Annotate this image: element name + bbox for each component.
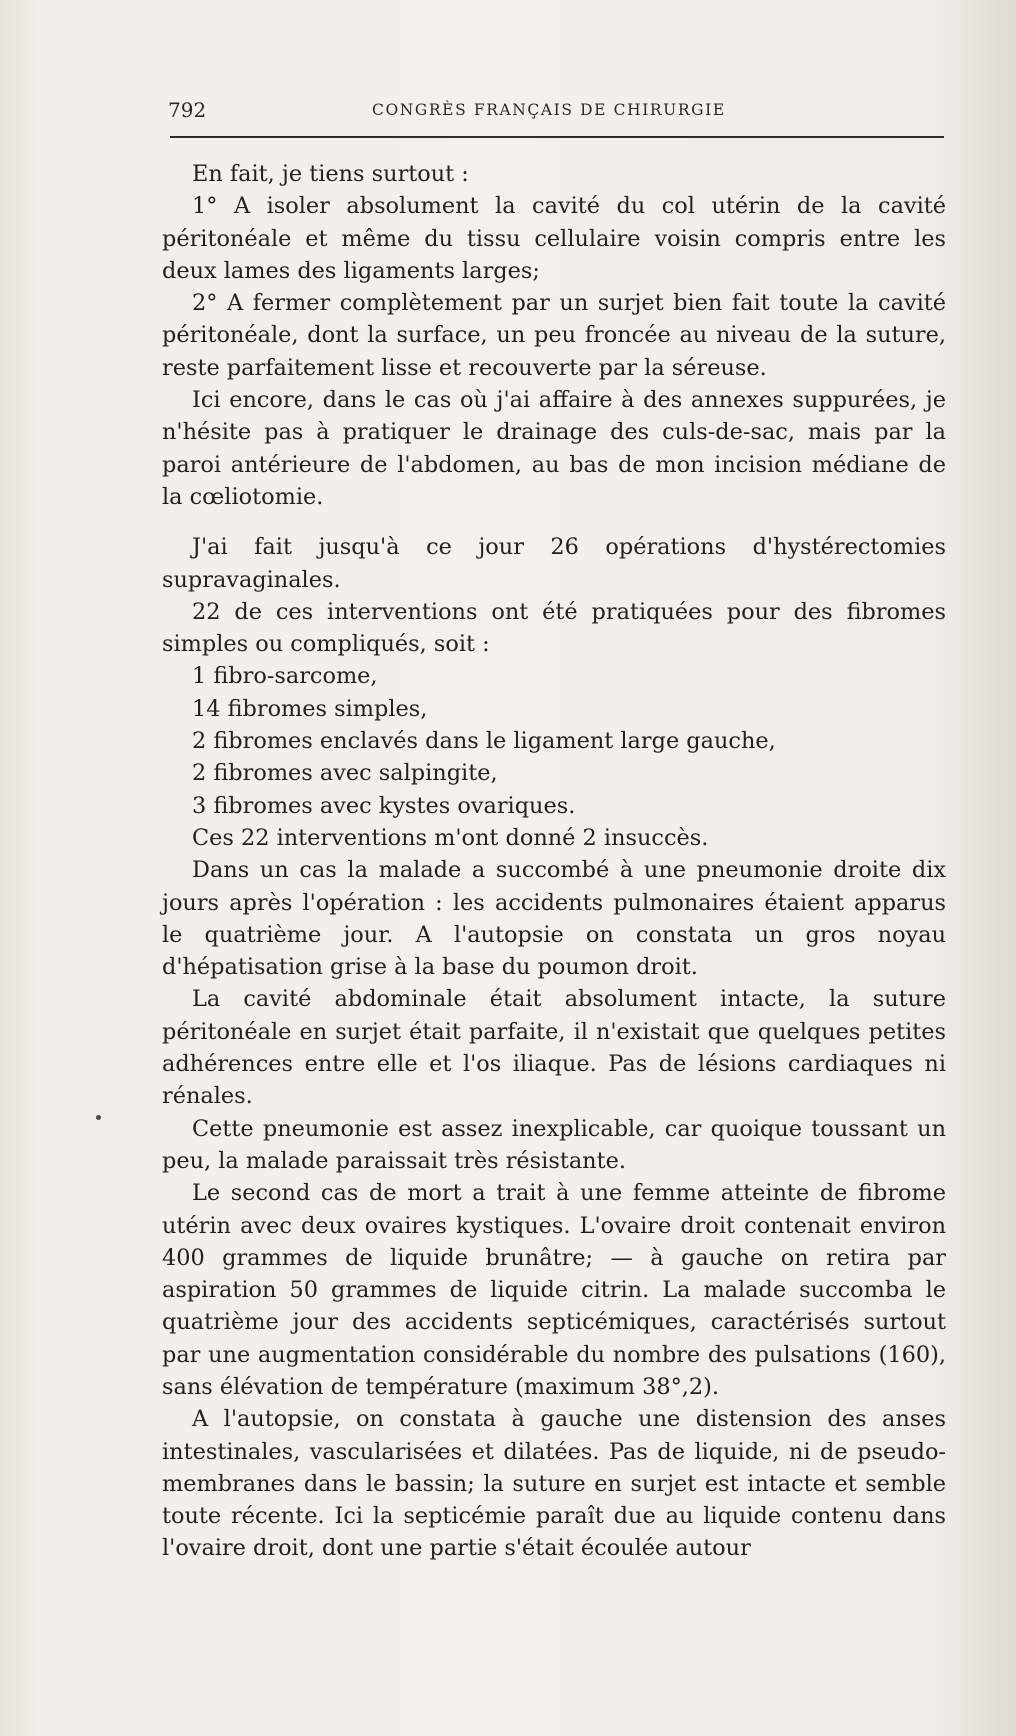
list-item: 3 fibromes avec kystes ovariques.	[192, 792, 576, 819]
paragraph: Dans un cas la malade a succombé à une pneumonie droite dix jours après l'opération : les accidents pulmonaires étaient apparus le quatrième jour. A l'autopsie on constata un gros noyau d'hépatisation grise à la base du poumon droit.	[162, 857, 946, 981]
list-item: 1 fibro-sarcome,	[192, 663, 378, 690]
paragraph: J'ai fait jusqu'à ce jour 26 opérations d'hystérectomies supravaginales.	[162, 534, 946, 593]
list-item: 14 fibromes simples,	[192, 695, 428, 722]
running-title: CONGRÈS FRANÇAIS DE CHIRURGIE	[372, 101, 726, 119]
paragraph: A l'autopsie, on constata à gauche une distension des anses intestinales, vascularisées et dilatées. Pas de liquide, ni de pseudo-membranes dans le bassin; la suture en surjet est intacte et semble toute récente. Ici la septicémie paraît due au liquide contenu dans l'ovaire droit, dont une partie s'était écoulée autour	[162, 1406, 946, 1562]
ink-speck	[96, 1115, 101, 1120]
running-head	[168, 98, 943, 128]
paragraph: En fait, je tiens surtout :	[192, 161, 469, 187]
page-number: 792	[168, 98, 207, 122]
paragraph: Cette pneumonie est assez inexplicable, car quoique toussant un peu, la malade paraissait très résistante.	[162, 1115, 946, 1174]
paragraph: 1° A isoler absolument la cavité du col utérin de la cavité péritonéale et même du tissu cellulaire voisin compris entre les deux lames des ligaments larges;	[162, 193, 946, 284]
header-rule	[170, 136, 944, 138]
paragraph: La cavité abdominale était absolument intacte, la suture péritonéale en surjet était parfaite, il n'existait que quelques petites adhérences entre elle et l'os iliaque. Pas de lésions cardiaques ni rénales.	[162, 986, 946, 1110]
paragraph: 2° A fermer complètement par un surjet bien fait toute la cavité péritonéale, dont la surface, un peu froncée au niveau de la suture, reste parfaitement lisse et recouverte par la séreuse.	[162, 290, 946, 381]
paragraph: Ici encore, dans le cas où j'ai affaire à des annexes suppurées, je n'hésite pas à pratiquer le drainage des culs-de-sac, mais par la paroi antérieure de l'abdomen, au bas de mon incision médiane de la cœliotomie.	[162, 387, 946, 510]
paragraph: Ces 22 interventions m'ont donné 2 insuccès.	[192, 824, 709, 851]
list-item: 2 fibromes avec salpingite,	[192, 760, 498, 787]
list-item: 2 fibromes enclavés dans le ligament large gauche,	[192, 728, 776, 755]
body-text	[162, 158, 946, 1565]
paragraph: 22 de ces interventions ont été pratiquées pour des fibromes simples ou compliqués, soit :	[162, 598, 946, 658]
paragraph: Le second cas de mort a trait à une femme atteinte de fibrome utérin avec deux ovaires kystiques. L'ovaire droit contenait environ 400 grammes de liquide brunâtre; — à gauche on retira par aspiration 50 grammes de liquide citrin. La malade succomba le quatrième jour des accidents septicémiques, caractérisés surtout par une augmentation considérable du nombre des pulsations (160), sans élévation de température (maximum 38°,2).	[162, 1180, 946, 1400]
